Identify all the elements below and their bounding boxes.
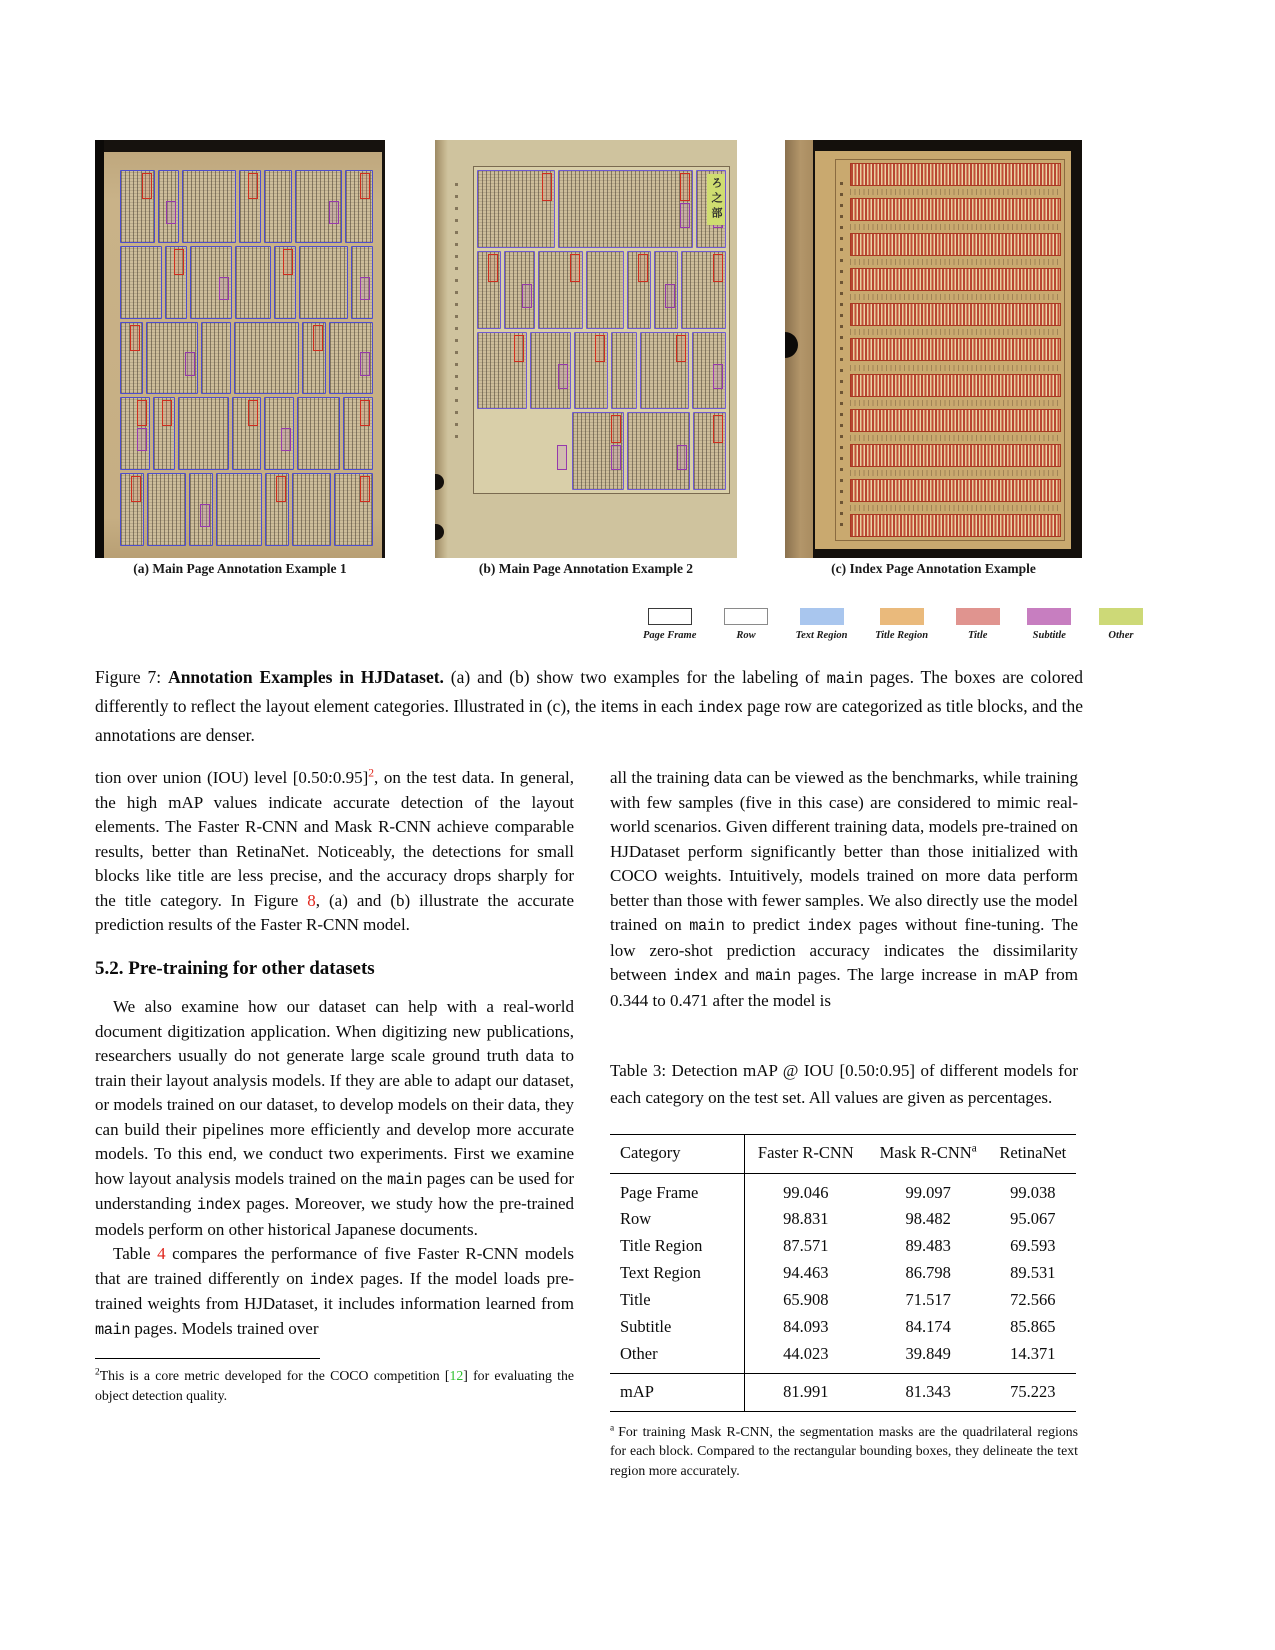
book-edge-shadow [435,140,448,558]
annotation-row [120,322,373,395]
table-cell: 85.865 [1010,1316,1056,1336]
footnote-2 [95,1366,574,1405]
table-row [610,1233,1076,1260]
table-cell: Text Region [610,1260,745,1287]
legend-swatch [724,608,768,625]
text-segment: , on the test data. In general, the high mAP values indicate accurate detection of the layout elements. The Faster R-CNN and Mask R-CNN achieve comparable results, better than RetinaNet. Noticeably, the detections for small blocks like title are less precise, and the accuracy drops sharply for the title category. In Figure [95,768,574,910]
subtitle-annotation-box [185,352,195,375]
table-map-row [610,1374,1076,1412]
annotation-block [178,397,228,470]
title-annotation-box [514,335,524,363]
table-cell: Subtitle [610,1314,745,1341]
annotation-block [681,251,726,329]
table-header-row [610,1135,1076,1174]
title-annotation-box [248,173,258,199]
empty-area [477,412,569,490]
annotation-block [329,322,373,395]
text-segment: Table [113,1244,158,1263]
index-title-band [850,268,1061,291]
table-cell: 75.223 [990,1374,1076,1412]
text-segment: tion over union (IOU) level [0.50:0.95] [95,768,369,787]
annotation-block [234,322,300,395]
annotation-row [120,473,373,546]
annotation-block [190,246,232,319]
figure-panel-a [95,140,385,558]
annotation-block [297,397,340,470]
table-cell: 69.593 [1010,1236,1056,1256]
subtitle-annotation-box [713,364,723,389]
text-segment: Annotation Examples in HJDataset. [168,667,444,687]
table-cell: 81.991 [745,1374,867,1412]
annotation-block [477,251,501,329]
legend-item [1027,608,1071,641]
subtitle-annotation-box [680,203,690,228]
annotation-block [189,473,213,546]
legend-label: Title [967,630,988,641]
legend-item [875,608,928,641]
index-title-band [850,374,1061,397]
title-annotation-box [360,476,370,502]
annotation-block [640,332,690,410]
subtitle-annotation-box [200,504,210,527]
scanned-page-a [104,152,382,558]
subtitle-annotation-box [166,201,176,224]
title-annotation-box [137,400,147,426]
text-segment: main [387,1170,423,1189]
annotation-block [120,322,143,395]
legend-swatch [648,608,692,625]
table-cell: 86.798 [905,1263,951,1283]
annotation-row [477,170,726,248]
annotation-block [351,246,373,319]
title-annotation-box [162,400,172,426]
legend-swatch [800,608,844,625]
text-segment: to predict [724,915,808,934]
title-annotation-box [313,325,323,351]
table-cell: 84.174 [905,1316,951,1336]
title-annotation-box [713,415,723,443]
text-segment: index [196,1196,241,1214]
table-cell: Other [610,1341,745,1374]
text-segment: We also examine how our dataset can help with a real-world document digitization application. When digitizing new publications, researchers usually do not generate large scale ground truth data to train their layout analysis models. If they are able to adapt our dataset, or models trained on our dataset, to develop models on their data, they can build their pipelines more efficiently and develop more accurate models. To this end, we conduct two experiments. First we examine how layout analysis models trained on the [95,997,574,1188]
legend-item [724,608,768,641]
table-header-retinanet: RetinaNet [990,1135,1076,1174]
text-segment: pages without fine-tuning. The low zero-shot prediction accuracy indicates the dissimilarity between [610,915,1078,984]
subcaption-b: (b) Main Page Annotation Example 2 [478,561,694,576]
annotation-block [120,246,162,319]
subtitle-annotation-box [281,428,291,451]
index-title-band [850,198,1061,221]
table-cell: 87.571 [783,1236,829,1256]
annotation-area-a [120,170,373,546]
table-cell: 95.067 [1010,1209,1056,1229]
annotation-block [292,473,331,546]
text-segment: index [673,967,718,985]
table-row [610,1206,1076,1233]
annotation-block [299,246,348,319]
annotation-block [574,332,608,410]
subtitle-annotation-box [665,284,675,309]
title-annotation-box [713,254,723,282]
annotation-block [120,397,150,470]
text-segment: (a) and (b) show two examples for the labeling of [443,667,827,687]
margin-text-marks [840,174,843,526]
text-segment: page row are categorized as title blocks, and the annotations are denser. [95,696,1083,745]
annotation-block [235,246,270,319]
figure-panel-b [435,140,737,558]
table-cell: 71.517 [905,1290,951,1309]
legend-swatch [1027,608,1071,625]
annotation-row [477,332,726,410]
subcaption-a: (a) Main Page Annotation Example 1 [133,561,347,576]
table-cell: 98.831 [783,1209,829,1229]
annotation-block [146,322,197,395]
text-segment: pages. The large increase in mAP from 0.344 to 0.471 after the model is [610,965,1078,1010]
annotation-row [120,246,373,319]
legend-label: Title Region [875,630,929,641]
title-annotation-box [174,249,184,275]
text-segment: Figure 7: [95,667,169,687]
margin-text-marks [455,180,458,438]
index-title-band [850,163,1061,186]
title-annotation-box [638,254,648,282]
scanned-page-c [815,151,1071,549]
subtitle-annotation-box [137,428,147,451]
index-row-separator [850,259,1061,265]
title-annotation-box [680,173,690,201]
annotation-row [120,397,373,470]
text-segment: main [826,670,863,688]
annotation-area-c [850,163,1061,537]
title-annotation-box [488,254,498,282]
annotation-block [264,170,292,243]
legend-item [1099,608,1143,641]
annotation-block [182,170,236,243]
category-legend [643,608,1143,641]
title-annotation-box [130,325,140,351]
index-row-separator [850,470,1061,476]
table-row [610,1341,1076,1374]
annotation-block [504,251,535,329]
index-title-band [850,233,1061,256]
text-segment: main [755,967,791,985]
text-segment: For training Mask R-CNN, the segmentation masks are the quadrilateral regions for each block. Compared to the rectangular bounding boxes, they delineate the text region more accurately. [610,1423,1078,1478]
table-cell: 72.566 [1010,1290,1056,1309]
annotation-block [232,397,262,470]
annotation-block [216,473,262,546]
table-cell: 44.023 [783,1343,829,1363]
text-segment: pages. The boxes are colored differently to reflect the layout element categories. Illustrated in (c), the items in each [95,667,1083,716]
title-annotation-box [595,335,605,363]
annotation-block [693,412,726,490]
title-annotation-box [570,254,580,282]
book-spine-shadow [95,140,104,558]
book-edge [785,140,813,558]
table-cell: Row [610,1206,745,1233]
subtitle-annotation-box [219,277,229,300]
table3-caption: Table 3: Detection mAP @ IOU [0.50:0.95] of different models for each category on the test set. All values are given as percentages. [610,1061,1078,1107]
title-annotation-box [676,335,686,363]
table-cell: 65.908 [783,1290,829,1309]
text-segment: index [807,917,852,935]
subtitle-annotation-box [558,364,568,389]
table-cell: 99.038 [1010,1182,1056,1202]
title-annotation-box [611,415,621,443]
table-cell: 99.097 [905,1182,951,1202]
annotation-block [572,412,625,490]
figure-caption [95,664,1083,749]
annotation-block [158,170,180,243]
legend-swatch [1099,608,1143,625]
annotation-block [165,246,187,319]
page-content [95,0,1155,1650]
index-row-separator [850,400,1061,406]
body-paragraph [95,766,574,938]
annotation-block [538,251,583,329]
body-paragraph [95,995,574,1242]
body-paragraph [95,1242,574,1342]
index-row-separator [850,329,1061,335]
index-title-band [850,338,1061,361]
subtitle-annotation-box [611,445,621,470]
annotation-block [120,170,155,243]
table3-footnote [610,1422,1078,1481]
annotation-block [586,251,624,329]
text-segment: , (a) and (b) illustrate the accurate prediction results of the Faster R-CNN model. [95,890,574,934]
ref-link[interactable]: 8 [307,890,316,910]
table-row [610,1260,1076,1287]
index-title-band [850,479,1061,502]
legend-label: Subtitle [1032,630,1066,641]
body-paragraph [610,766,1078,1013]
title-annotation-box [142,173,152,199]
annotation-row [477,412,726,490]
annotation-block [343,397,373,470]
index-title-band [850,444,1061,467]
subcaption-c: (c) Index Page Annotation Example [831,561,1036,576]
annotation-block [627,412,690,490]
section-kana-label: ろ之部 [707,174,725,225]
index-row-separator [850,294,1061,300]
text-segment: compares the performance of five Faster R-CNN models that are trained differently on [95,1244,574,1288]
table-cell: 39.849 [905,1343,951,1363]
text-segment: all the training data can be viewed as the benchmarks, while training with few samples (five in this case) are considered to mimic real-world scenarios. Given different training data, models pre-trained on HJDataset perform significantly better than those initialized with COCO weights. Intuitively, models trained on more data perform better than those with fewer samples. We also directly use the model trained on [610,768,1078,934]
table-header-category: Category [610,1135,745,1174]
annotation-block [239,170,261,243]
annotation-block [334,473,373,546]
table-cell: 94.463 [783,1263,829,1283]
title-annotation-box [360,173,370,199]
annotation-area-b [473,166,730,494]
subtitle-annotation-box [360,277,370,300]
annotation-row [477,251,726,329]
table-header-faster-rcnn: Faster R-CNN [745,1135,867,1174]
title-annotation-box [542,173,552,201]
text-segment: a [971,1142,977,1155]
table-header-mask-rcnn [867,1135,990,1174]
annotation-block [153,397,176,470]
ref-link[interactable]: 4 [157,1244,166,1263]
annotation-block [627,251,651,329]
table-cell: 98.482 [905,1209,951,1229]
annotation-block [201,322,231,395]
legend-label: Page Frame [643,630,697,641]
ref-link[interactable]: 12 [449,1368,464,1383]
legend-label: Text Region [795,630,848,641]
title-annotation-box [131,476,141,502]
title-annotation-box [360,400,370,426]
text-segment: 2 [95,1367,100,1378]
table-cell: Page Frame [610,1173,745,1206]
index-title-band [850,514,1061,537]
title-annotation-box [248,400,258,426]
annotation-block [274,246,296,319]
annotation-block [147,473,186,546]
legend-swatch [880,608,924,625]
table-cell: 14.371 [1010,1343,1056,1363]
table-row [610,1173,1076,1206]
annotation-block [530,332,572,410]
subtitle-annotation-box [557,445,567,470]
text-segment: index [309,1270,354,1289]
ref-link[interactable]: 2 [368,766,375,780]
thumb-notch [785,332,798,358]
left-column [95,766,574,1405]
table-cell: 81.343 [867,1374,990,1412]
legend-item [796,608,848,641]
table-row [610,1314,1076,1341]
index-row-separator [850,365,1061,371]
table-cell: Title Region [610,1233,745,1260]
annotation-block [264,397,294,470]
annotation-block [265,473,289,546]
annotation-block [477,332,527,410]
legend-item [643,608,696,641]
annotation-block [302,322,325,395]
index-title-band [850,409,1061,432]
table-cell: Title [610,1287,745,1314]
text-segment: ] for evaluating the object detection quality. [95,1368,574,1403]
legend-item [956,608,1000,641]
annotation-block [477,170,555,248]
text-segment: pages. Moreover, we study how the pre-trained models perform on other historical Japanese documents. [95,1194,574,1239]
index-row-separator [850,189,1061,195]
right-column [610,766,1078,1480]
annotation-row [120,170,373,243]
table-cell: 89.483 [905,1236,951,1256]
annotation-block [120,473,144,546]
index-title-band [850,303,1061,326]
index-row-separator [850,224,1061,230]
text-segment: Mask R-CNN [879,1143,972,1162]
table-cell: mAP [610,1374,745,1412]
text-segment: pages. Models trained over [130,1318,319,1338]
text-segment: pages can be used for understanding [95,1168,574,1213]
legend-swatch [956,608,1000,625]
text-segment: pages. If the model loads pre-trained weights from HJDataset, it includes information learned from [95,1268,574,1313]
subtitle-annotation-box [522,284,532,309]
title-annotation-box [276,476,286,502]
footnote-rule [95,1358,320,1359]
annotation-block [345,170,373,243]
table-cell: 89.531 [1010,1263,1056,1283]
index-frame [835,159,1065,541]
annotation-block [654,251,678,329]
legend-label: Other [1108,630,1134,641]
title-annotation-box [283,249,293,275]
section-heading-5-2: 5.2. Pre-training for other datasets [95,957,375,979]
subtitle-annotation-box [329,201,339,224]
table-cell: 84.093 [783,1316,829,1336]
annotation-block [611,332,637,410]
annotation-block [558,170,693,248]
text-segment: index [697,699,743,717]
subtitle-annotation-box [360,352,370,375]
text-segment: main [95,1320,131,1339]
table3 [610,1134,1076,1412]
table-row [610,1287,1076,1314]
annotation-block [692,332,726,410]
text-segment: main [689,917,725,935]
table-cell: 99.046 [783,1182,829,1202]
figure-panel-c [785,140,1082,558]
text-segment: This is a core metric developed for the COCO competition [ [99,1368,450,1383]
index-row-separator [850,505,1061,511]
subtitle-annotation-box [677,445,687,470]
text-segment: a [610,1423,619,1434]
legend-label: Row [736,630,756,641]
index-row-separator [850,435,1061,441]
text-segment: and [717,965,756,984]
annotation-block [295,170,343,243]
